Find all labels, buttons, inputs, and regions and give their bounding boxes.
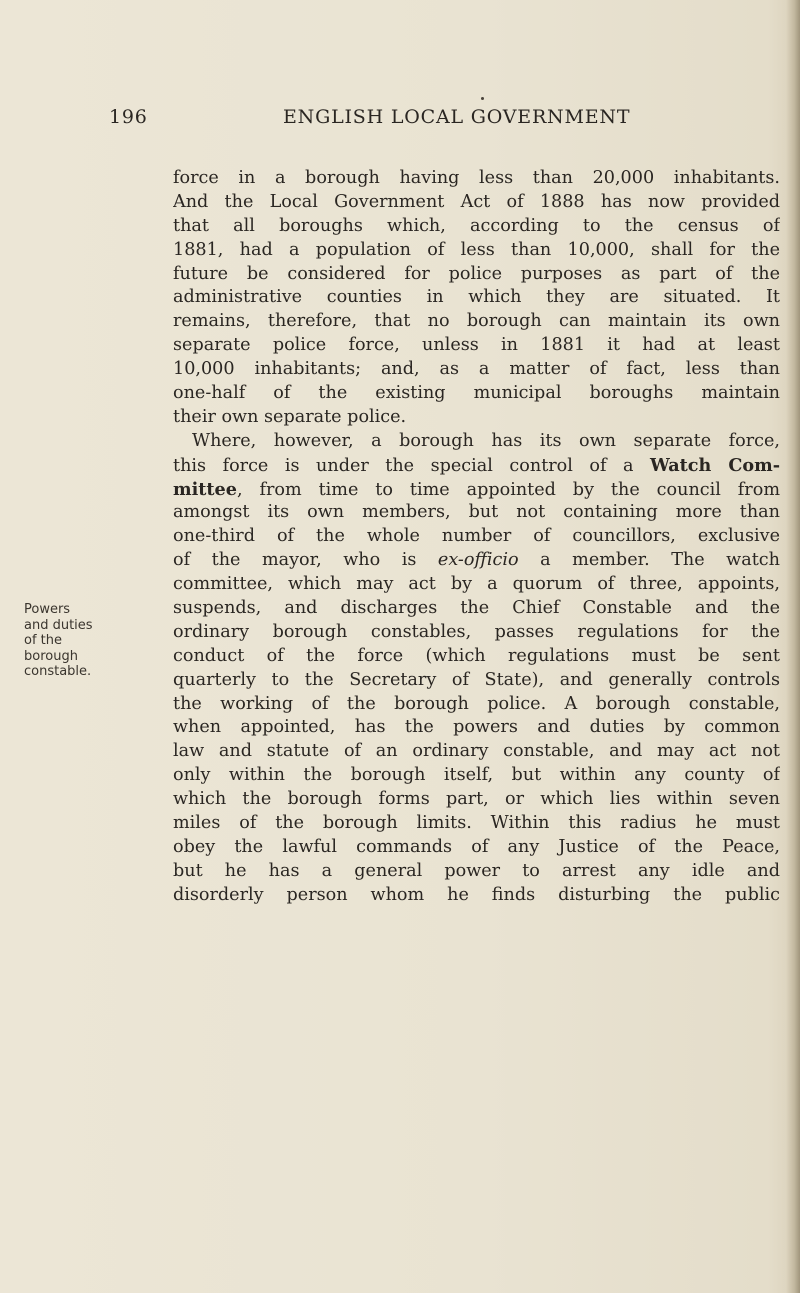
text-line: one-third of the whole number of councillors, exclusive	[173, 526, 780, 547]
text-line: 10,000 inhabitants; and, as a matter of fact, less than	[173, 359, 780, 380]
running-title: ENGLISH LOCAL GOVERNMENT	[283, 106, 631, 128]
marginal-note-line: Powers	[24, 602, 71, 617]
marginal-note	[24, 602, 134, 680]
text-line: which the borough forms part, or which lies within seven	[173, 789, 780, 810]
text-line: one-half of the existing municipal boroughs maintain	[173, 383, 780, 404]
marginal-note-line: and duties	[24, 617, 93, 633]
text-run: of the mayor, who is	[173, 550, 438, 571]
text-line: administrative counties in which they are situated. It	[173, 287, 780, 308]
text-line: obey the lawful commands of any Justice of the Peace,	[173, 836, 780, 857]
text-line: conduct of the force (which regulations must be sent	[173, 645, 780, 666]
text-line: that all boroughs which, according to the census of	[173, 215, 780, 236]
printer-dot	[481, 97, 484, 100]
page-number: 196	[109, 106, 148, 128]
watch-committee-term: mittee	[173, 478, 237, 500]
text-line: force in a borough having less than 20,000 inhabitants.	[173, 168, 780, 188]
text-line: future be considered for police purposes as part of the	[173, 263, 780, 284]
marginal-note-line: borough	[24, 648, 78, 664]
text-line	[173, 549, 780, 573]
watch-committee-term: Watch Com-	[650, 454, 780, 476]
text-line	[173, 478, 780, 502]
marginal-note-line: of the	[24, 633, 62, 648]
text-line: ordinary borough constables, passes regulations for the	[173, 621, 780, 642]
text-line: committee, which may act by a quorum of three, appoints,	[173, 574, 780, 595]
text-line	[173, 454, 780, 478]
text-run: , from time to time appointed by the council from	[236, 479, 780, 500]
text-line: but he has a general power to arrest any idle and	[173, 860, 780, 881]
text-line: suspends, and discharges the Chief Constable and the	[173, 598, 780, 619]
page-edge-shadow	[786, 0, 800, 1293]
text-line: And the Local Government Act of 1888 has now provided	[173, 191, 780, 212]
text-line: the working of the borough police. A borough constable,	[173, 693, 780, 714]
text-line: only within the borough itself, but within any county of	[173, 765, 780, 786]
text-line: miles of the borough limits. Within this radius he must	[173, 813, 780, 834]
text-line: quarterly to the Secretary of State), and generally controls	[173, 669, 780, 690]
text-line: law and statute of an ordinary constable, and may act not	[173, 741, 780, 762]
text-run: this force is under the special control of a	[173, 455, 651, 476]
text-line: when appointed, has the powers and duties by common	[173, 717, 780, 738]
text-line: 1881, had a population of less than 10,000, shall for the	[173, 239, 780, 260]
text-line: disorderly person whom he finds disturbing the public	[173, 884, 780, 905]
body-text	[173, 167, 780, 908]
text-run: a member. The watch	[518, 550, 780, 571]
running-head	[109, 106, 709, 136]
ex-officio-term: ex-officio	[437, 550, 519, 571]
text-line: Where, however, a borough has its own separate force,	[192, 430, 780, 451]
text-line: separate police force, unless in 1881 it had at least	[173, 335, 780, 356]
text-line: amongst its own members, but not containing more than	[173, 502, 780, 523]
text-line: their own separate police.	[173, 406, 407, 427]
marginal-note-line: constable.	[24, 664, 92, 679]
text-line: remains, therefore, that no borough can maintain its own	[173, 311, 780, 332]
